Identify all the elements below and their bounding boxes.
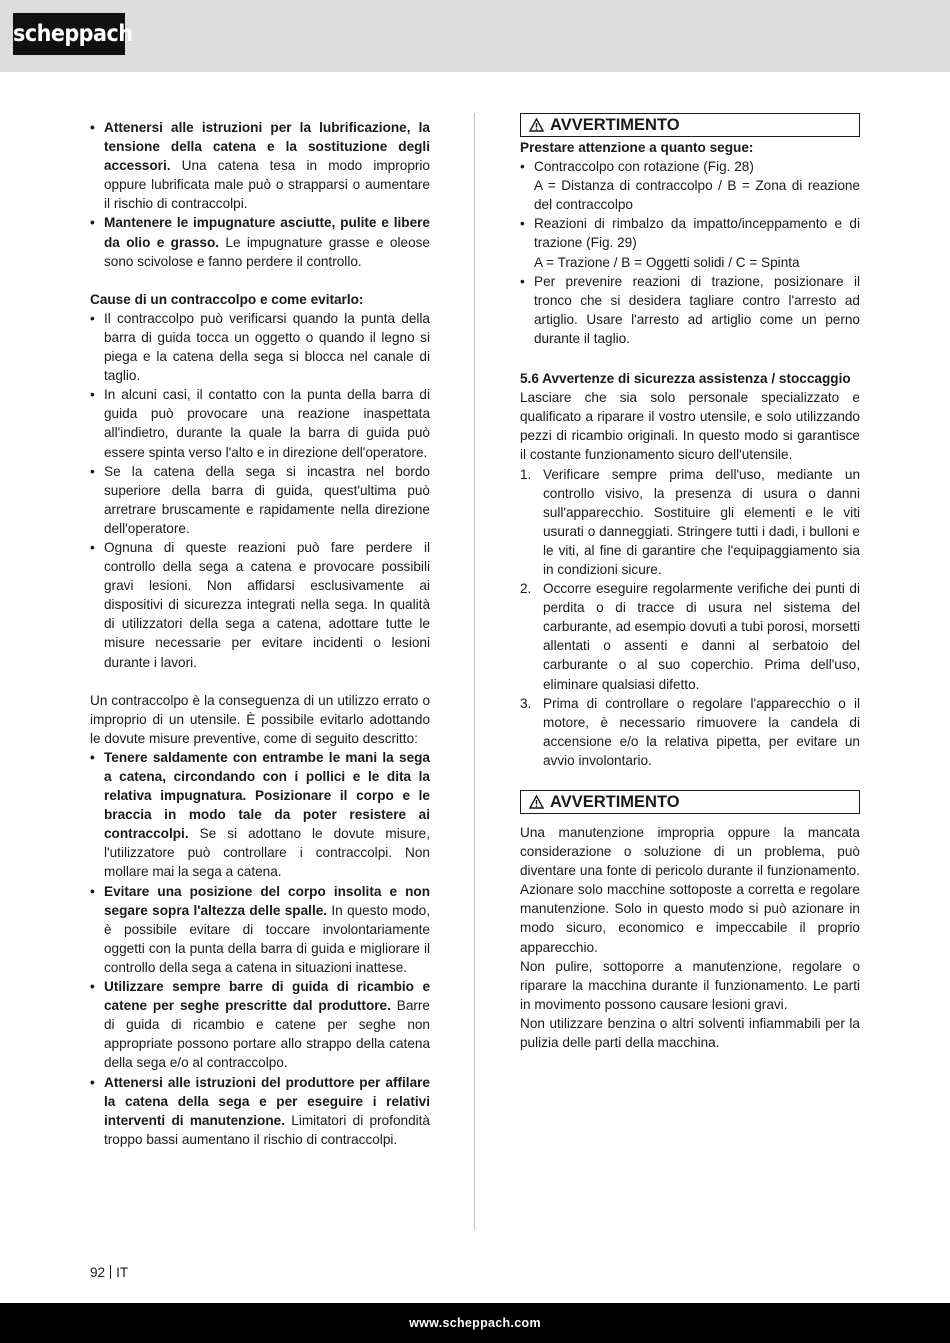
list-item: 3. Prima di controllare o regolare l'apparecchio o il motore, è necessario rimuovere la candela di accensione e/o la relativa pipetta, per evitare un avvio involontario. xyxy=(520,695,860,768)
list-item: • Per prevenire reazioni di trazione, posizionare il tronco che si desidera tagliare contro l'arresto ad artiglio. Usare l'arresto ad artiglio come un perno durante il taglio. xyxy=(520,273,860,346)
kickback-list xyxy=(90,309,430,672)
website-url: www.scheppach.com xyxy=(409,1316,541,1330)
list-item: • Utilizzare sempre barre di guida di ricambio e catene per seghe prescritte dal produttore. Barre di guida di ricambio e catene per seghe non appropriate possono portare allo strappo della catena della sega e/o al contraccolpo. xyxy=(90,979,430,1071)
warning-title: AVVERTIMENTO xyxy=(550,116,680,134)
intro-paragraph: Un contraccolpo è la conseguenza di un utilizzo errato o improprio di un utensile. È possibile evitarlo adottando le dovute misure preventive, come di seguito descritto: xyxy=(90,692,430,746)
header-bar xyxy=(0,0,950,72)
page-number: 92 xyxy=(90,1265,106,1280)
warning-paragraph: Non pulire, sottoporre a manutenzione, regolare o riparare la macchina durante il funzionamento. Le parti in movimento possono causare lesioni gravi. xyxy=(520,958,860,1012)
warning-triangle-icon xyxy=(529,795,544,809)
top-bullet-list xyxy=(90,118,430,271)
column-divider xyxy=(474,113,475,1230)
list-item: 2. Occorre eseguire regolarmente verifiche dei punti di perdita o di tracce di usura nel sistema del carburante, ad esempio dovuti a tubi porosi, morsetti allentati o assenti e danni al serbatoio del carburante o al suo coperchio. Prima dell'uso, eliminare qualsiasi difetto. xyxy=(520,581,860,692)
list-item: • Tenere saldamente con entrambe le mani la sega a catena, circondando con i pollici e le dita la relativa impugnatura. Posizionare il corpo e le braccia in modo tale da poter resistere ai contraccolpi. Se si adottano le dovute misure, l'utilizzatore può controllare i contraccolpi. Non mollare mai la sega a catena. xyxy=(90,749,430,880)
scheppach-logo: scheppach xyxy=(13,13,125,55)
warning-title: AVVERTIMENTO xyxy=(550,793,680,811)
list-item: • Ognuna di queste reazioni può fare perdere il controllo della sega a catena e provocare possibili gravi lesioni. Non affidarsi esclusivamente ai dispositivi di sicurezza integrati nella sega. In qualità di utilizzatori della sega a catena, adottare tutte le misure necessarie per evitare incidenti o lesioni durante i lavori. xyxy=(90,539,430,670)
kickback-heading: Cause di un contraccolpo e come evitarlo: xyxy=(90,291,364,307)
section-intro: Lasciare che sia solo personale specializzato e qualificato a riparare il vostro utensile, e solo utilizzando pezzi di ricambio originali. In questo modo si garantisce il costante funzionamento sicuro dell'utensile. xyxy=(520,390,860,463)
list-item: • In alcuni casi, il contatto con la punta della barra di guida può provocare una reazione inaspettata all'indietro, durante la quale la barra di guida può essere spinta verso l'alto e in direzione dell'operatore. xyxy=(90,387,430,460)
warning-box xyxy=(520,113,860,137)
list-item: • Il contraccolpo può verificarsi quando la punta della barra di guida tocca un oggetto o quando il legno si piega e la catena della sega si blocca nel canale di taglio. xyxy=(90,310,430,384)
list-item: • Contraccolpo con rotazione (Fig. 28) A = Distanza di contraccolpo / B = Zona di reazione del contraccolpo xyxy=(520,159,860,213)
list-item: 1. Verificare sempre prima dell'uso, mediante un controllo visivo, la presenza di usura o danni sull'apparecchio. Sostituire gli elementi e le viti usurati o danneggiati. Stringere tutti i dadi, i bulloni e le viti, al fine di garantire che l'equipaggiamento sia in condizioni sicure. xyxy=(520,466,860,577)
page-footer xyxy=(90,1265,128,1280)
language-code: IT xyxy=(116,1265,129,1280)
list-item: • Se la catena della sega si incastra nel bordo superiore della barra di guida, quest'ultima può arretrare bruscamente e rapidamente nella direzione dell'operatore. xyxy=(90,463,430,536)
footer-separator xyxy=(110,1265,111,1279)
prevention-list xyxy=(90,748,430,1149)
warning-box xyxy=(520,790,860,814)
section-heading: 5.6 Avvertenze di sicurezza assistenza / stoccaggio xyxy=(520,371,851,387)
warning-list xyxy=(520,157,860,348)
list-item: • Attenersi alle istruzioni per la lubrificazione, la tensione della catena e la sostituzione degli accessori. Una catena tesa in modo improprio oppure lubrificata male può o strapparsi o aumentare il rischio di contraccolpi. xyxy=(90,120,430,212)
left-column xyxy=(90,118,430,1149)
warning-subheading: Prestare attenzione a quanto segue: xyxy=(520,140,754,155)
warning-triangle-icon xyxy=(529,118,544,132)
warning-paragraph: Una manutenzione impropria oppure la mancata considerazione o soluzione di un problema, può diventare una fonte di pericolo durante il funzionamento. Azionare solo macchine sottoposte a corretta e regolare manutenzione. Solo in questo modo si può azionare in modo sicuro, economico e impeccabile il proprio apparecchio. xyxy=(520,825,860,955)
list-item: • Mantenere le impugnature asciutte, pulite e libere da olio e grasso. Le impugnature grasse e oleose sono scivolose e fanno perdere il controllo. xyxy=(90,215,430,269)
right-column xyxy=(520,113,860,1052)
list-item: • Reazioni di rimbalzo da impatto/inceppamento e di trazione (Fig. 29) A = Trazione / B = Oggetti solidi / C = Spinta xyxy=(520,216,860,270)
warning-paragraph: Non utilizzare benzina o altri solventi infiammabili per la pulizia delle parti della macchina. xyxy=(520,1015,860,1051)
list-item: • Evitare una posizione del corpo insolita e non segare sopra l'altezza delle spalle. In questo modo, è possibile evitare di toccare involontariamente oggetti con la punta della barra di guida e migliorare il controllo della sega a catena in situazioni inattese. xyxy=(90,883,430,975)
maintenance-steps xyxy=(520,465,860,771)
footer-bar xyxy=(0,1303,950,1343)
list-item: • Attenersi alle istruzioni del produttore per affilare la catena della sega e per eseguire i relativi interventi di manutenzione. Limitatori di profondità troppo bassi aumentano il rischio di contraccolpi. xyxy=(90,1074,430,1147)
